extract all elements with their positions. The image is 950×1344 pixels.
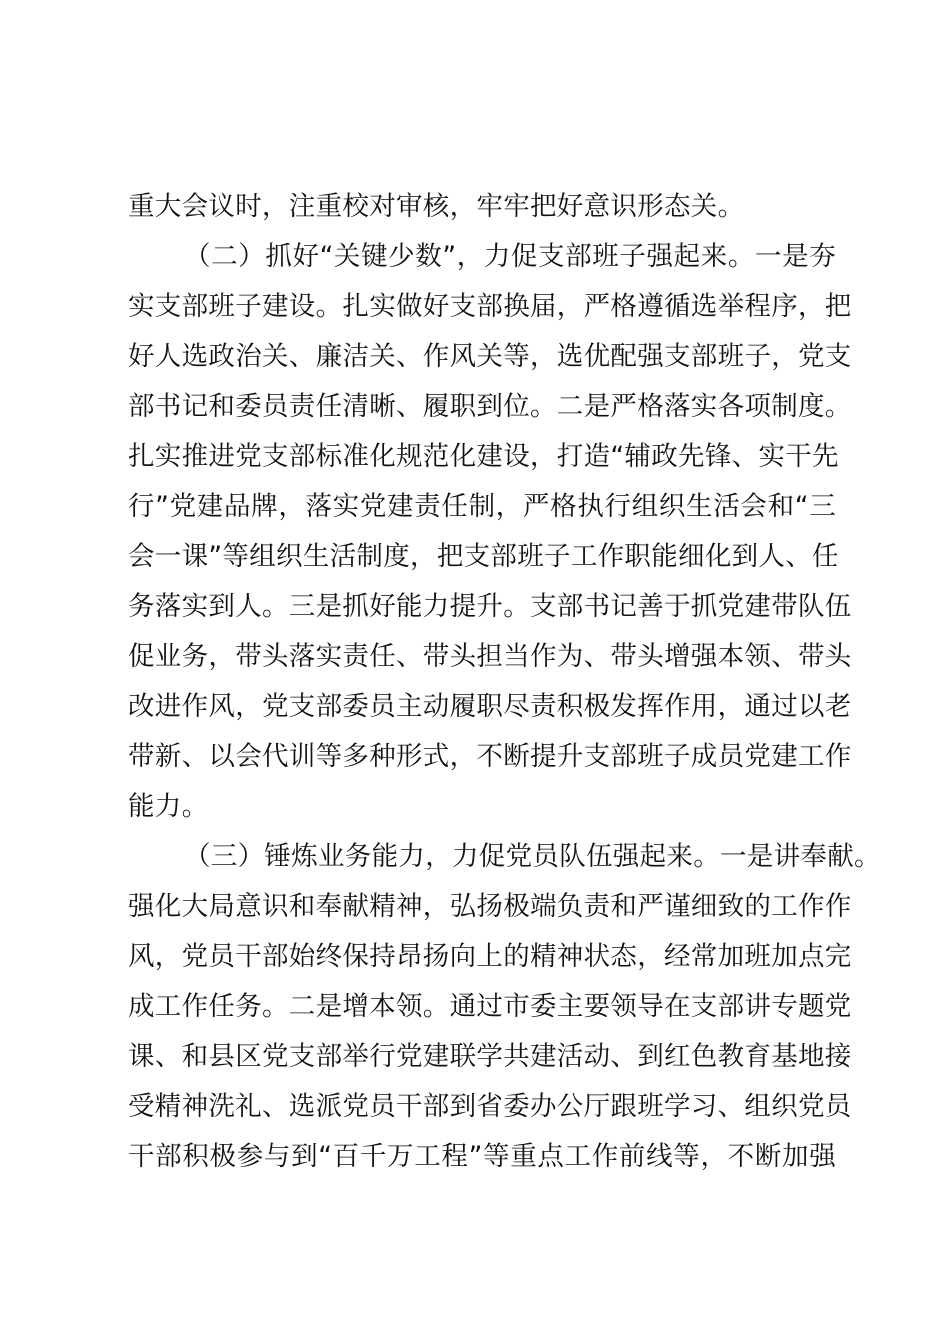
text-line-3: 实支部班子建设。扎实做好支部换届，严格遵循选举程序，把 <box>128 291 852 322</box>
text-line-1: 重大会议时，注重校对审核，牢牢把好意识形态关。 <box>128 191 745 222</box>
text-line-17: 成工作任务。二是增本领。通过市委主要领导在支部讲专题党 <box>128 991 852 1022</box>
text-line-6: 扎实推进党支部标准化规范化建设，打造“辅政先锋、实干先 <box>128 441 839 472</box>
text-line-7: 行”党建品牌，落实党建责任制，严格执行组织生活会和“三 <box>128 491 836 522</box>
text-line-18: 课、和县区党支部举行党建联学共建活动、到红色教育基地接 <box>128 1041 852 1072</box>
text-line-4: 好人选政治关、廉洁关、作风关等，选优配强支部班子，党支 <box>128 341 852 372</box>
text-line-5: 部书记和委员责任清晰、履职到位。二是严格落实各项制度。 <box>128 391 852 422</box>
text-line-8: 会一课”等组织生活制度，把支部班子工作职能细化到人、任 <box>128 541 839 572</box>
text-line-2: （二）抓好“关键少数”，力促支部班子强起来。一是夯 <box>184 241 836 272</box>
text-line-9: 务落实到人。三是抓好能力提升。支部书记善于抓党建带队伍 <box>128 591 852 622</box>
text-line-13: 能力。 <box>128 791 209 822</box>
text-line-15: 强化大局意识和奉献精神，弘扬极端负责和严谨细致的工作作 <box>128 891 852 922</box>
text-line-16: 风，党员干部始终保持昂扬向上的精神状态，经常加班加点完 <box>128 941 852 972</box>
text-line-19: 受精神洗礼、选派党员干部到省委办公厅跟班学习、组织党员 <box>128 1091 852 1122</box>
text-line-12: 带新、以会代训等多种形式，不断提升支部班子成员党建工作 <box>128 741 852 772</box>
text-line-10: 促业务，带头落实责任、带头担当作为、带头增强本领、带头 <box>128 641 852 672</box>
text-line-20: 干部积极参与到“百千万工程”等重点工作前线等，不断加强 <box>128 1141 836 1172</box>
text-line-11: 改进作风，党支部委员主动履职尽责积极发挥作用，通过以老 <box>128 691 852 722</box>
text-line-14: （三）锤炼业务能力，力促党员队伍强起来。一是讲奉献。 <box>184 841 881 872</box>
